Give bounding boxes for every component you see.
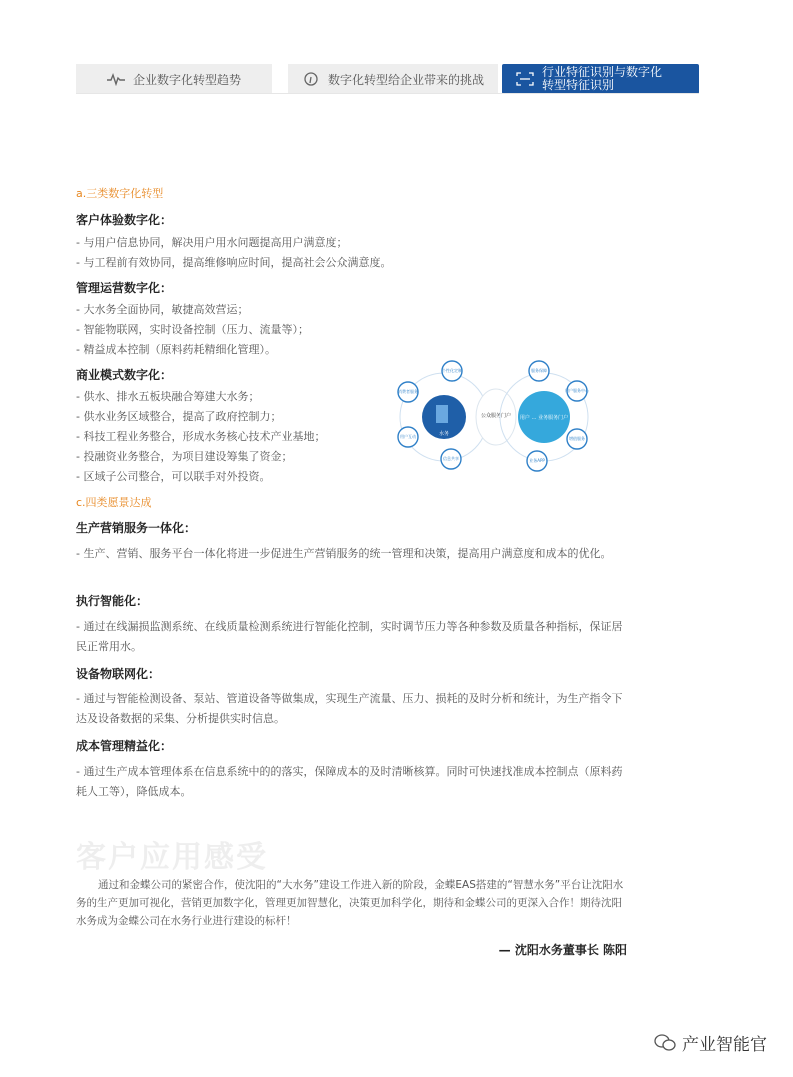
section-heading: c.四类愿景达成 [76, 496, 152, 509]
tab-label: 企业数字化转型趋势 [132, 72, 241, 87]
group-title: 管理运营数字化： [76, 281, 173, 295]
section-heading: a.三类数字化转型 [76, 187, 164, 200]
middle-label: 公众服务门户 [480, 413, 512, 419]
tab-label: 行业特征识别与数字化 转型特征识别 [542, 65, 663, 92]
node-label: 增值服务 [569, 436, 585, 441]
brand-mark [654, 1030, 767, 1055]
group-title: 客户体验数字化： [76, 213, 173, 227]
node-label: 用户互动 [400, 434, 416, 439]
node-label: 消费者服务 [398, 389, 418, 394]
group-title: 生产营销服务一体化： [76, 521, 197, 535]
building-icon [436, 405, 448, 423]
wechat-icon [654, 1034, 676, 1052]
group-title: 设备物联网化： [76, 667, 161, 681]
group-title: 成本管理精益化： [76, 739, 173, 753]
paragraph: - 通过在线漏损监测系统、在线质量检测系统进行智能化控制，实时调节压力等各种参数及质量各种指标，保证居民正常用水。 [76, 620, 623, 653]
node-label: 业务APP [529, 458, 545, 463]
group-title: 商业模式数字化： [76, 368, 173, 382]
info-circle-icon [302, 72, 320, 86]
feedback-heading: 客户应用感受 [76, 840, 268, 875]
tab-digital-trend[interactable] [76, 64, 272, 94]
list-item: - 智能物联网，实时设备控制（压力、流量等）； [76, 323, 309, 336]
service-portal-diagram [394, 355, 604, 480]
list-item: - 大水务全面协同，敏捷高效营运； [76, 303, 249, 316]
list-item: - 与工程前有效协同，提高维修响应时间，提高社会公众满意度。 [76, 256, 392, 269]
paragraph: - 生产、营销、服务平台一体化将进一步促进生产营销服务的统一管理和决策，提高用户满意度和成本的优化。 [76, 547, 612, 560]
list-item: - 供水、排水五板块融合筹建大水务； [76, 390, 260, 403]
feedback-quote: 通过和金蝶公司的紧密合作，使沈阳的“大水务”建设工作进入新的阶段，金蝶EAS搭建的“智慧水务”平台让沈阳水务的生产更加可视化，营销更加数字化，管理更加智慧化，决策更加科学化，期待和金蝶公司的更深入合作！期待沈阳水务成为金蝶公司在水务行业进行建设的标杆！ [76, 879, 624, 927]
pulse-icon [107, 72, 125, 86]
left-center-label: 水务 [438, 431, 450, 437]
tab-challenges[interactable] [288, 64, 498, 94]
right-center-label: 用户 … 业务服务门户 [519, 415, 569, 421]
node-label: 用户服务中心 [565, 388, 589, 393]
list-item: - 投融资业务整合，为项目建设筹集了资金； [76, 450, 293, 463]
node-label: 服务保障 [531, 368, 547, 373]
scan-frame-icon [516, 72, 534, 86]
feedback-signature: — 沈阳水务董事长 陈阳 [498, 943, 627, 957]
group-title: 执行智能化： [76, 594, 149, 608]
tab-divider [76, 93, 699, 94]
node-label: 信息共享 [443, 456, 459, 461]
paragraph: - 通过与智能检测设备、泵站、管道设备等做集成，实现生产流量、压力、损耗的及时分析和统计，为生产指令下达及设备数据的采集、分析提供实时信息。 [76, 692, 623, 725]
tab-feature-identification[interactable] [502, 64, 699, 94]
tab-bar [76, 64, 699, 94]
list-item: - 精益成本控制（原料药耗精细化管理）。 [76, 343, 276, 356]
list-item: - 科技工程业务整合，形成水务核心技术产业基地； [76, 430, 326, 443]
brand-label: 产业智能官 [682, 1035, 767, 1055]
list-item: - 供水业务区域整合，提高了政府控制力； [76, 410, 282, 423]
paragraph: - 通过生产成本管理体系在信息系统中的的落实，保障成本的及时清晰核算。同时可快速找准成本控制点（原料药耗人工等），降低成本。 [76, 765, 623, 798]
node-label: 个性化定制 [442, 368, 462, 373]
list-item: - 区域子公司整合，可以联手对外投资。 [76, 470, 271, 483]
tab-label: 数字化转型给企业带来的挑战 [327, 72, 484, 87]
list-item: - 与用户信息协同，解决用户用水问题提高用户满意度； [76, 236, 348, 249]
